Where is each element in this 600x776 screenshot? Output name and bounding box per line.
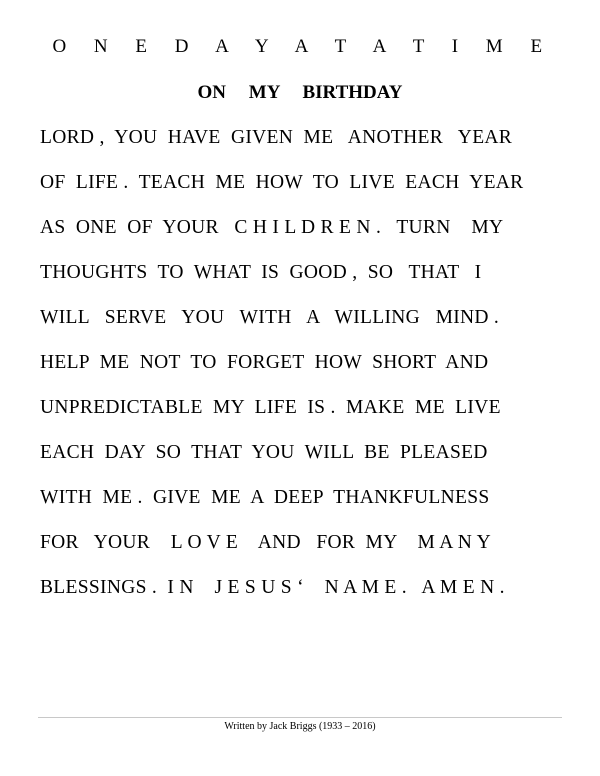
footer-divider xyxy=(38,717,562,718)
prayer-line: THOUGHTS TO WHAT IS GOOD , SO THAT I xyxy=(40,262,482,283)
prayer-line: OF LIFE . TEACH ME HOW TO LIVE EACH YEAR xyxy=(40,172,524,193)
prayer-line: LORD , YOU HAVE GIVEN ME ANOTHER YEAR xyxy=(40,127,513,148)
prayer-line: WILL SERVE YOU WITH A WILLING MIND . xyxy=(40,307,500,328)
prayer-text xyxy=(40,127,580,622)
prayer-line: WITH ME . GIVE ME A DEEP THANKFULNESS xyxy=(40,487,490,508)
page-title: O N E D A Y A T A T I M E xyxy=(52,36,548,57)
page-subtitle: ON MY BIRTHDAY xyxy=(197,82,403,103)
prayer-line: EACH DAY SO THAT YOU WILL BE PLEASED xyxy=(40,442,488,463)
prayer-line: AS ONE OF YOUR C H I L D R E N . TURN MY xyxy=(40,217,504,238)
prayer-line: UNPREDICTABLE MY LIFE IS . MAKE ME LIVE xyxy=(40,397,501,418)
prayer-line: BLESSINGS . I N J E S U S ‘ N A M E . A M E N . xyxy=(40,577,505,598)
prayer-line: FOR YOUR L O V E AND FOR MY M A N Y xyxy=(40,532,491,553)
footer-credit: Written by Jack Briggs (1933 – 2016) xyxy=(224,721,376,732)
prayer-line: HELP ME NOT TO FORGET HOW SHORT AND xyxy=(40,352,489,373)
